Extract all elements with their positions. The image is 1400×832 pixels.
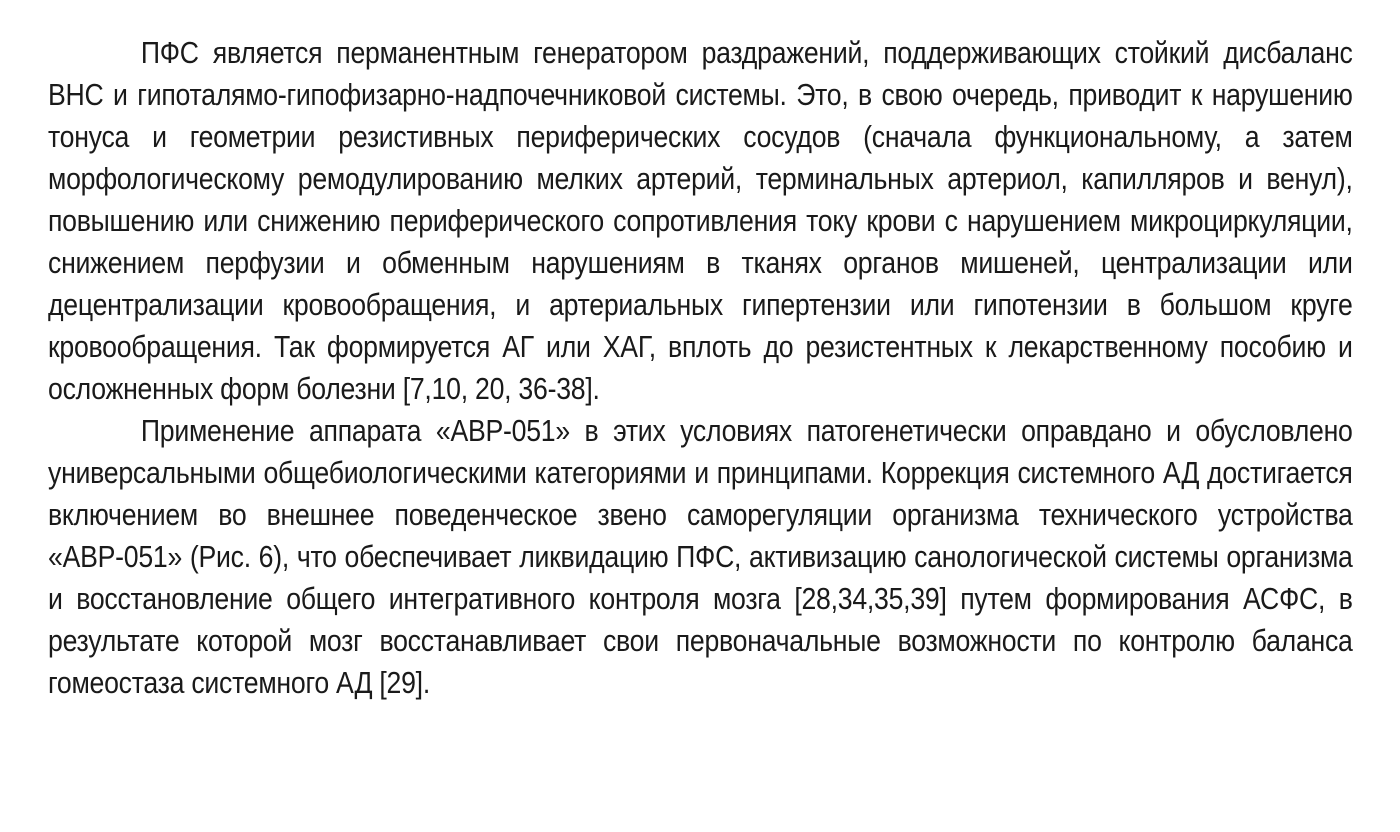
paragraph-2: Применение аппарата «АВР-051» в этих условиях патогенетически оправдано и обусловлено универсальными общебиологическими категориями и принципами. Коррекция системного АД достигается включением во внешнее поведенческое звено саморегуляции организма технического устройства «АВР-051» (Рис. 6), что обеспечивает ликвидацию ПФС, активизацию санологической системы организма и восстановление общего интегративного контроля мозга [28,34,35,39] путем формирования АСФС, в результате которой мозг восстанавливает свои первоначальные возможности по контролю баланса гомеостаза системного АД [29].: [48, 413, 1353, 700]
document-body: [48, 32, 1353, 704]
paragraph-1: ПФС является перманентным генератором раздражений, поддерживающих стойкий дисбаланс ВНС и гипоталямо-гипофизарно-надпочечниковой системы. Это, в свою очередь, приводит к нарушению тонуса и геометрии резистивных периферических сосудов (сначала функциональному, а затем морфологическому ремодулированию мелких артерий, терминальных артериол, капилляров и венул), повышению или снижению периферического сопротивления току крови с нарушением микроциркуляции, снижением перфузии и обменным нарушениям в тканях органов мишеней, централизации или децентрализации кровообращения, и артериальных гипертензии или гипотензии в большом круге кровообращения. Так формируется АГ или ХАГ, вплоть до резистентных к лекарственному пособию и осложненных форм болезни [7,10, 20, 36-38].: [48, 35, 1353, 406]
